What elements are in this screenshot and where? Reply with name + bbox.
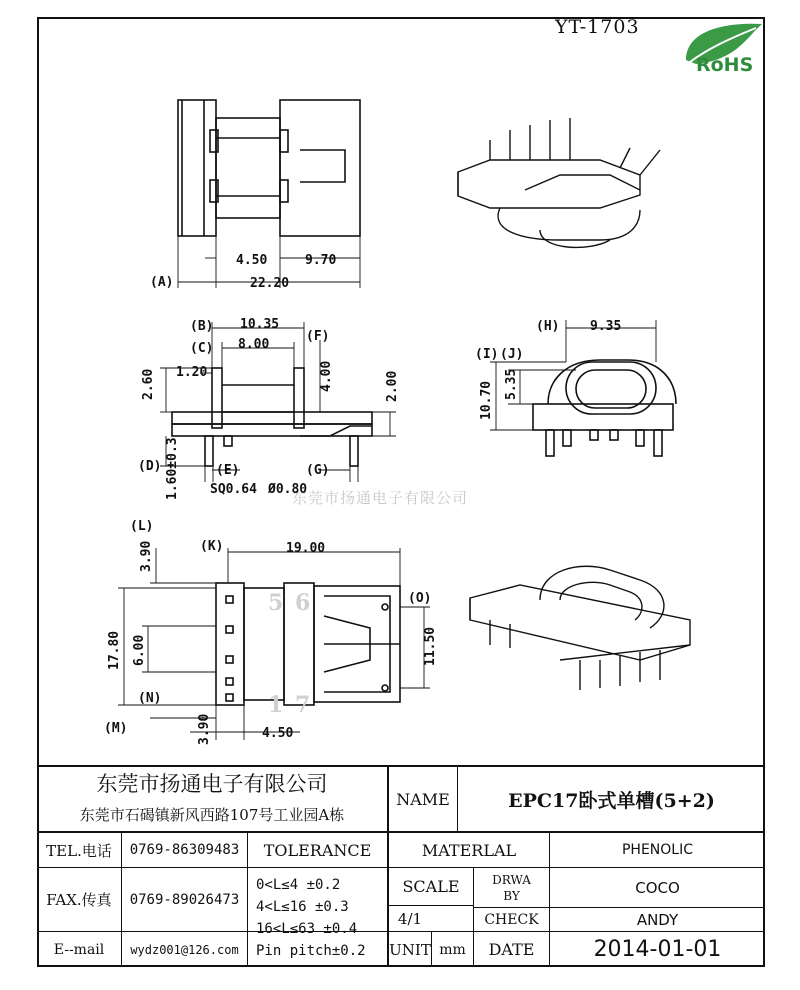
iso-view-top bbox=[458, 118, 660, 247]
dim-text: 9.70 bbox=[305, 253, 337, 268]
iso-view-bottom bbox=[470, 566, 690, 690]
part-number: YT-1703 bbox=[555, 16, 640, 38]
dim-text: 4.50 bbox=[236, 253, 268, 268]
product-name: EPC17卧式单槽(5+2) bbox=[508, 789, 715, 812]
fax-label: FAX.传真 bbox=[46, 891, 112, 909]
date-label: DATE bbox=[488, 940, 535, 959]
fax-value: 0769-89026473 bbox=[129, 891, 240, 908]
email-label: E--mail bbox=[53, 941, 105, 958]
tel-label: TEL.电话 bbox=[46, 841, 112, 860]
tolerance-line-3: 16<L≤63 ±0.4 bbox=[256, 921, 358, 937]
name-label: NAME bbox=[396, 789, 450, 809]
dim-text: 10.35 bbox=[240, 317, 280, 332]
pin-number-7: 7 bbox=[295, 692, 311, 718]
tel-value: 0769-86309483 bbox=[129, 842, 240, 858]
dim-text: 4.00 bbox=[319, 360, 334, 392]
dim-label: (G) bbox=[306, 463, 330, 478]
dim-text: 1.60±0.3 bbox=[165, 437, 180, 500]
title-block bbox=[37, 765, 765, 967]
dim-text: 2.00 bbox=[385, 370, 400, 402]
unit-label: UNIT bbox=[389, 940, 431, 959]
dim-text: Ø0.80 bbox=[268, 482, 308, 497]
tolerance-line-2: 4<L≤16 ±0.3 bbox=[256, 899, 349, 915]
dim-text: 4.50 bbox=[262, 726, 294, 741]
dim-label: (C) bbox=[190, 341, 214, 356]
company-watermark: 东莞市扬通电子有限公司 bbox=[292, 489, 469, 507]
dim-label: (J) bbox=[500, 347, 524, 362]
pin-number-5: 5 bbox=[268, 590, 284, 616]
scale-value: 4/1 bbox=[397, 909, 423, 928]
check-label: CHECK bbox=[484, 911, 539, 928]
unit-value: mm bbox=[439, 941, 466, 958]
dim-label: (K) bbox=[200, 539, 224, 554]
dim-text: 17.80 bbox=[107, 630, 122, 670]
dim-text: 3.90 bbox=[139, 540, 154, 572]
dim-text: 10.70 bbox=[479, 380, 494, 420]
dim-label: (F) bbox=[306, 329, 330, 344]
dim-text: 5.35 bbox=[504, 368, 519, 400]
dim-text: 22.20 bbox=[250, 276, 290, 291]
drawn-by-label: DRWA bbox=[492, 873, 531, 887]
dim-label: (D) bbox=[138, 459, 162, 474]
dim-label: (I) bbox=[475, 347, 499, 362]
dim-text: 8.00 bbox=[238, 337, 270, 352]
material-label: MATERLAL bbox=[421, 840, 517, 860]
dim-label: (E) bbox=[216, 463, 240, 478]
dim-text: 1.20 bbox=[176, 365, 208, 380]
pin-number-1: 1 bbox=[268, 692, 284, 718]
material-value: PHENOLIC bbox=[621, 842, 693, 858]
tolerance-line-4: Pin pitch±0.2 bbox=[256, 943, 366, 959]
dim-label: (B) bbox=[190, 319, 214, 334]
scale-label: SCALE bbox=[402, 877, 460, 896]
email-value: wydz001@126.com bbox=[130, 942, 239, 957]
pin-number-6: 6 bbox=[295, 590, 311, 616]
dim-label: (O) bbox=[408, 591, 432, 606]
dim-label: (M) bbox=[104, 721, 128, 736]
tolerance-label: TOLERANCE bbox=[263, 840, 372, 860]
dim-label: (A) bbox=[150, 275, 174, 290]
rohs-label: RoHS bbox=[696, 54, 754, 76]
company-name: 东莞市扬通电子有限公司 bbox=[96, 772, 328, 796]
dim-text: 11.50 bbox=[423, 626, 438, 666]
tolerance-line-1: 0<L≤4 ±0.2 bbox=[256, 877, 341, 893]
dim-text: 3.90 bbox=[197, 713, 212, 745]
dim-text: 6.00 bbox=[132, 634, 147, 666]
drawn-by-value: COCO bbox=[635, 878, 680, 897]
dim-label: (H) bbox=[536, 319, 560, 334]
dim-text: 19.00 bbox=[286, 541, 326, 556]
check-value: ANDY bbox=[636, 910, 679, 929]
date-value: 2014-01-01 bbox=[593, 937, 722, 962]
dim-label: (L) bbox=[130, 519, 154, 534]
dim-text: 2.60 bbox=[141, 368, 156, 400]
company-address: 东莞市石碣镇新风西路107号工业园A栋 bbox=[79, 805, 345, 824]
bottom-view bbox=[118, 548, 430, 740]
dim-text: 9.35 bbox=[590, 319, 622, 334]
dim-label: (N) bbox=[138, 691, 162, 706]
dim-text: SQ0.64 bbox=[210, 482, 257, 497]
drawn-by-label-2: BY bbox=[503, 889, 520, 903]
